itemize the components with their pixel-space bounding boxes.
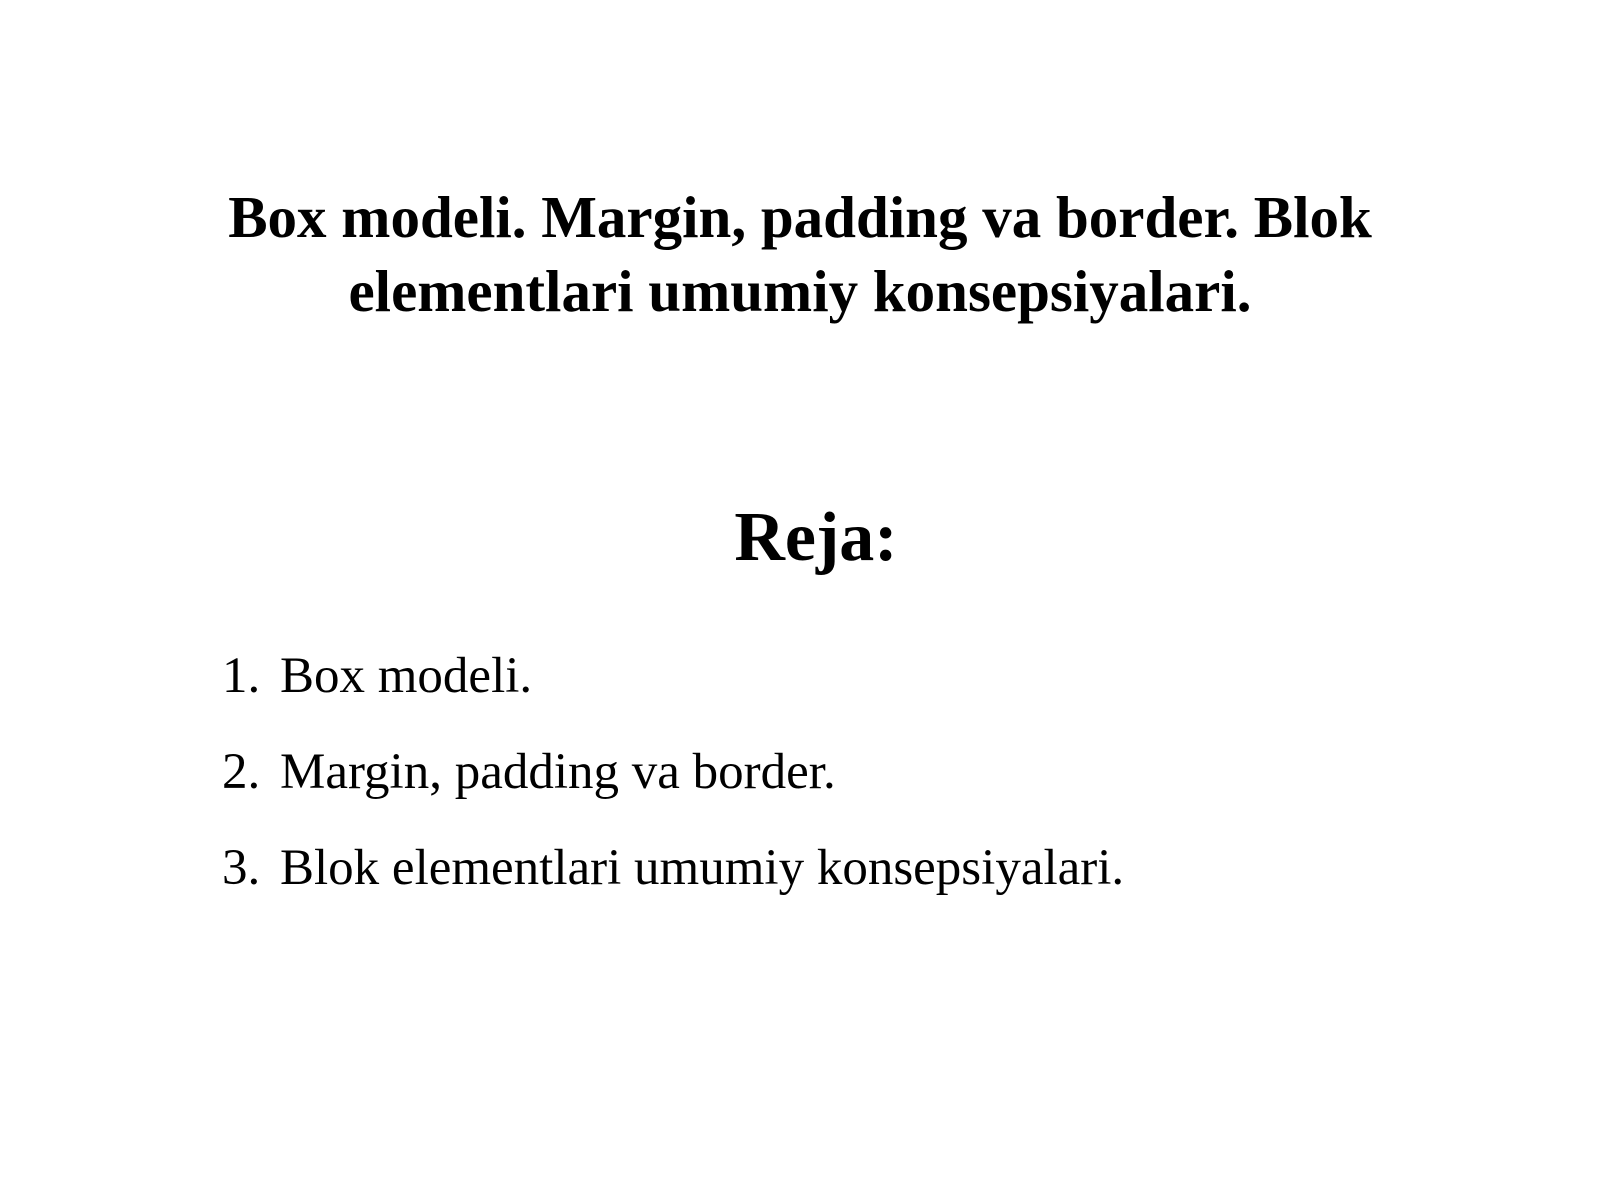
plan-item-number: 1. (222, 648, 261, 704)
plan-item-number: 3. (222, 840, 261, 896)
plan-item-text: Box modeli. (280, 648, 533, 704)
title-line-1: Box modeli. Margin, padding va border. Blok (228, 184, 1372, 250)
plan-item-3 (222, 836, 1124, 900)
plan-list (222, 644, 1124, 932)
plan-heading: Reja: (734, 499, 898, 576)
plan-item-text: Blok elementlari umumiy konsepsiyalari. (280, 840, 1125, 896)
title-line-2: elementlari umumiy konsepsiyalari. (348, 258, 1252, 324)
document-title (100, 180, 1500, 328)
plan-item-2 (222, 740, 1124, 804)
plan-item-number: 2. (222, 744, 261, 800)
plan-item-1 (222, 644, 1124, 708)
plan-item-text: Margin, padding va border. (280, 744, 836, 800)
